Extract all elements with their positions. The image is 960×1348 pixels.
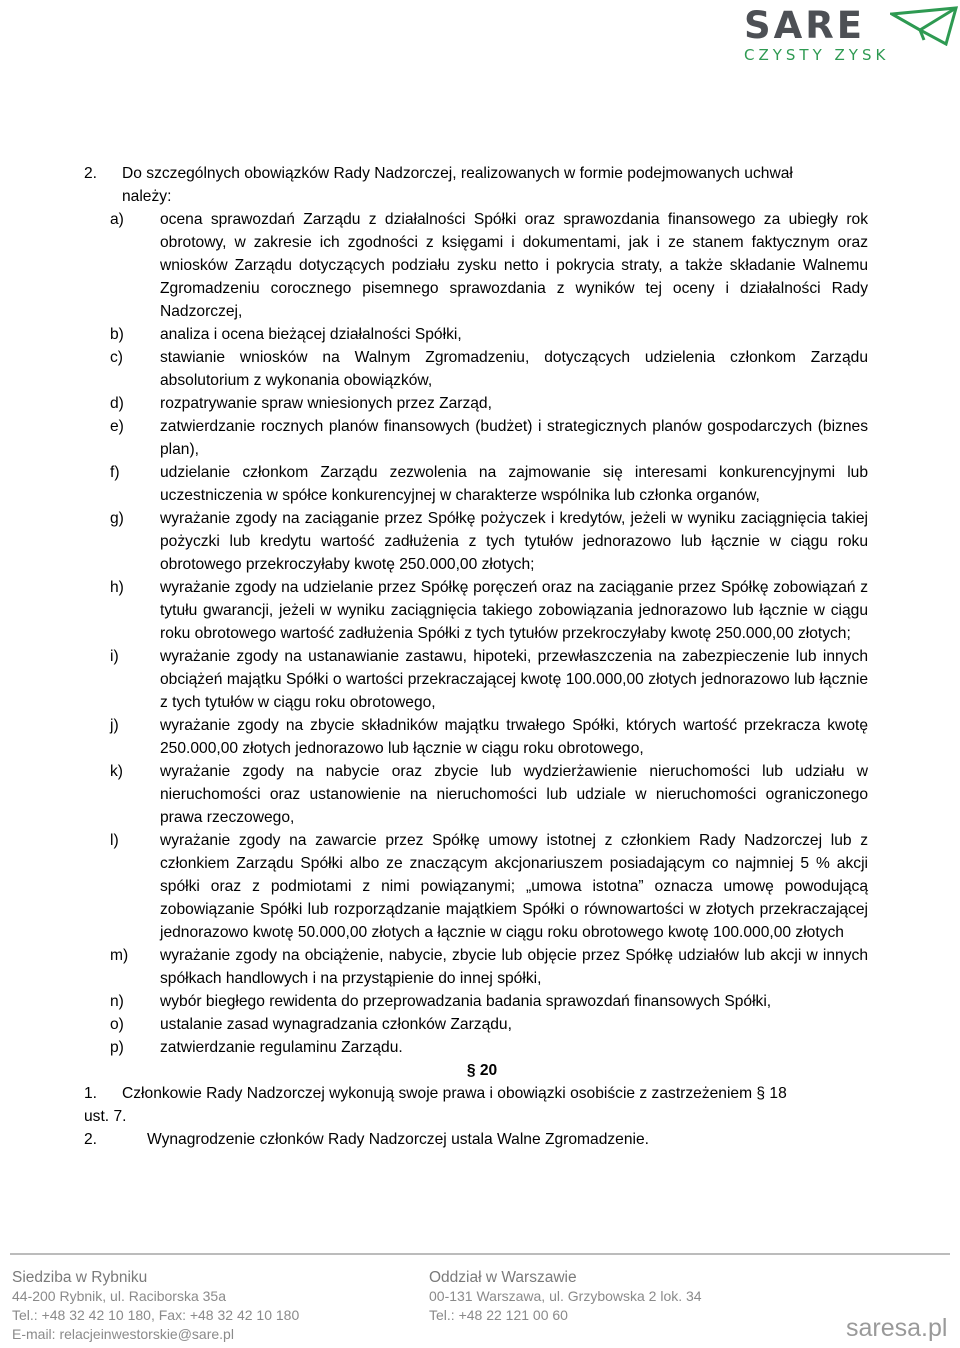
list-item	[84, 392, 868, 415]
list-item-label: p)	[110, 1039, 124, 1056]
list-item	[84, 714, 868, 760]
list-item-text: rozpatrywanie spraw wniesionych przez Zarząd,	[160, 395, 492, 412]
footer-website[interactable]: saresa.pl	[846, 1314, 948, 1342]
list-item	[84, 944, 868, 990]
logo-name: SARE	[744, 4, 866, 47]
list-item-label: h)	[110, 579, 124, 596]
list-item-label: j)	[110, 717, 119, 734]
section-p1-number: 1.	[84, 1085, 98, 1102]
list-item-label: m)	[110, 947, 129, 964]
list-item	[84, 1013, 868, 1036]
list-item-label: e)	[110, 418, 124, 435]
section-p1-continuation: ust. 7.	[84, 1108, 127, 1125]
list-item	[84, 645, 868, 714]
list-item-text: analiza i ocena bieżącej działalności Spółki,	[160, 326, 462, 343]
list-item-label: o)	[110, 1016, 124, 1033]
footer-hq-email: E-mail: relacjeinwestorskie@sare.pl	[12, 1326, 234, 1342]
list-item-text: wyrażanie zgody na zbycie składników majątku trwałego Spółki, których wartość przekracza kwotę 250.000,00 złotych jednorazowo lub łącznie w ciągu roku obrotowego,	[160, 717, 868, 757]
list-item-label: k)	[110, 763, 123, 780]
section-p1-text: Członkowie Rady Nadzorczej wykonują swoje prawa i obowiązki osobiście z zastrzeżeniem § 18	[122, 1085, 787, 1102]
section-p2-text: Wynagrodzenie członków Rady Nadzorczej ustala Walne Zgromadzenie.	[147, 1131, 649, 1148]
list-item-text: ocena sprawozdań Zarządu z działalności Spółki oraz sprawozdania finansowego za ubiegły rok obrotowy, w zakresie ich zgodności z księgami i dokumentami, jak i ze stanem faktycznym oraz wniosków Zarządu dotyczących podziału zysku netto i pokrycia straty, a także składanie Walnemu Zgromadzeniu corocznego pisemnego sprawozdania z wyników tej oceny i działalności Rady Nadzorczej,	[160, 211, 868, 320]
list-item	[84, 829, 868, 944]
section-p2-number: 2.	[84, 1131, 98, 1148]
footer-branch-title: Oddział w Warszawie	[429, 1269, 577, 1286]
document-body	[84, 162, 868, 1151]
list-item-text: zatwierdzanie regulaminu Zarządu.	[160, 1039, 403, 1056]
list-item-text: zatwierdzanie rocznych planów finansowych (budżet) i strategicznych planów gospodarczych (biznes plan),	[160, 418, 868, 458]
list-item-text: wyrażanie zgody na obciążenie, nabycie, zbycie lub objęcie przez Spółkę udziałów lub akcji w innych spółkach handlowych i na przystąpienie do innej spółki,	[160, 947, 868, 987]
list-item	[84, 461, 868, 507]
intro-number: 2.	[84, 165, 98, 182]
footer-divider	[10, 1253, 950, 1255]
envelope-icon	[890, 6, 958, 46]
footer-hq-title: Siedziba w Rybniku	[12, 1269, 148, 1286]
list-item-label: n)	[110, 993, 124, 1010]
sare-logo	[738, 4, 960, 70]
footer-branch	[429, 1268, 702, 1325]
list-item	[84, 415, 868, 461]
list-item-label: d)	[110, 395, 124, 412]
logo-tagline: CZYSTY ZYSK	[744, 46, 890, 64]
list-item	[84, 990, 868, 1013]
list-item-label: b)	[110, 326, 124, 343]
intro-line2: należy:	[122, 188, 172, 205]
list-item	[84, 507, 868, 576]
list-item-label: i)	[110, 648, 119, 665]
footer-hq-phone: Tel.: +48 32 42 10 180, Fax: +48 32 42 10 180	[12, 1307, 300, 1323]
footer-branch-address: 00-131 Warszawa, ul. Grzybowska 2 lok. 34	[429, 1288, 702, 1304]
list-item-text: wyrażanie zgody na nabycie oraz zbycie lub wydzierżawienie nieruchomości lub udziału w nieruchomości oraz ustanowienie na nieruchomości lub udziale w nieruchomości ograniczonego prawa rzeczowego,	[160, 763, 868, 826]
footer-headquarters	[12, 1268, 299, 1344]
duties-list	[84, 208, 868, 1059]
section-title: § 20	[466, 1062, 498, 1079]
list-item-label: a)	[110, 211, 124, 228]
list-item-text: wyrażanie zgody na ustanawianie zastawu, hipoteki, przewłaszczenia na zabezpieczenie lub innych obciążeń majątku Spółki o wartości przekraczającej kwotę 100.000,00 złotych jednorazowo lub łącznie z tych tytułów w ciągu roku obrotowego,	[160, 648, 868, 711]
list-item-text: wyrażanie zgody na zawarcie przez Spółkę umowy istotnej z członkiem Rady Nadzorczej lub z członkiem Zarządu Spółki albo ze znaczącym akcjonariuszem posiadającym co najmniej 5 % akcji spółki oraz z podmiotami z nimi powiązanymi; „umowa istotna” oznacza umowę powodującą zobowiązanie Spółki lub rozporządzanie majątkiem Spółki o równowartości w złotych przekraczającej jednorazowo kwotę 50.000,00 złotych a łącznie w ciągu roku obrotowego kwotę 100.000,00 złotych	[160, 832, 868, 941]
list-item	[84, 760, 868, 829]
list-item-text: stawianie wniosków na Walnym Zgromadzeniu, dotyczących udzielenia członkom Zarządu absolutorium z wykonania obowiązków,	[160, 349, 868, 389]
list-item-label: c)	[110, 349, 123, 366]
list-item	[84, 346, 868, 392]
list-item	[84, 323, 868, 346]
intro-line1: Do szczególnych obowiązków Rady Nadzorczej, realizowanych w formie podejmowanych uchwał	[122, 165, 793, 182]
list-item-label: g)	[110, 510, 124, 527]
list-item	[84, 1036, 868, 1059]
section-paragraph-2	[84, 1128, 868, 1151]
list-item-text: ustalanie zasad wynagradzania członków Zarządu,	[160, 1016, 512, 1033]
list-item-text: wyrażanie zgody na zaciąganie przez Spółkę pożyczek i kredytów, jeżeli w wyniku zaciągnięcia takiej pożyczki lub kredytu wartość zadłużenia z tych tytułów jednorazowo lub łącznie w ciągu roku obrotowego przekroczyłaby kwotę 250.000,00 złotych;	[160, 510, 868, 573]
intro-line2-block	[84, 185, 868, 208]
list-item-label: f)	[110, 464, 120, 481]
list-item-text: wybór biegłego rewidenta do przeprowadzania badania sprawozdań finansowych Spółki,	[160, 993, 772, 1010]
section-paragraph-1	[84, 1082, 868, 1105]
footer-branch-phone: Tel.: +48 22 121 00 60	[429, 1307, 568, 1323]
list-item-text: udzielanie członkom Zarządu zezwolenia na zajmowanie się interesami konkurencyjnymi lub uczestniczenia w spółce konkurencyjnej w charakterze wspólnika lub członka organów,	[160, 464, 868, 504]
intro-paragraph	[84, 162, 868, 185]
list-item-text: wyrażanie zgody na udzielanie przez Spółkę poręczeń oraz na zaciąganie przez Spółkę zobowiązań z tytułu gwarancji, jeżeli w wyniku zaciągnięcia takiego zobowiązania jednorazowo lub łącznie w ciągu roku obrotowego wartość zadłużenia Spółki z tych tytułów przekroczyłaby kwotę 250.000,00 złotych;	[160, 579, 868, 642]
list-item	[84, 208, 868, 323]
footer-hq-address: 44-200 Rybnik, ul. Raciborska 35a	[12, 1288, 227, 1304]
list-item-label: l)	[110, 832, 119, 849]
list-item	[84, 576, 868, 645]
